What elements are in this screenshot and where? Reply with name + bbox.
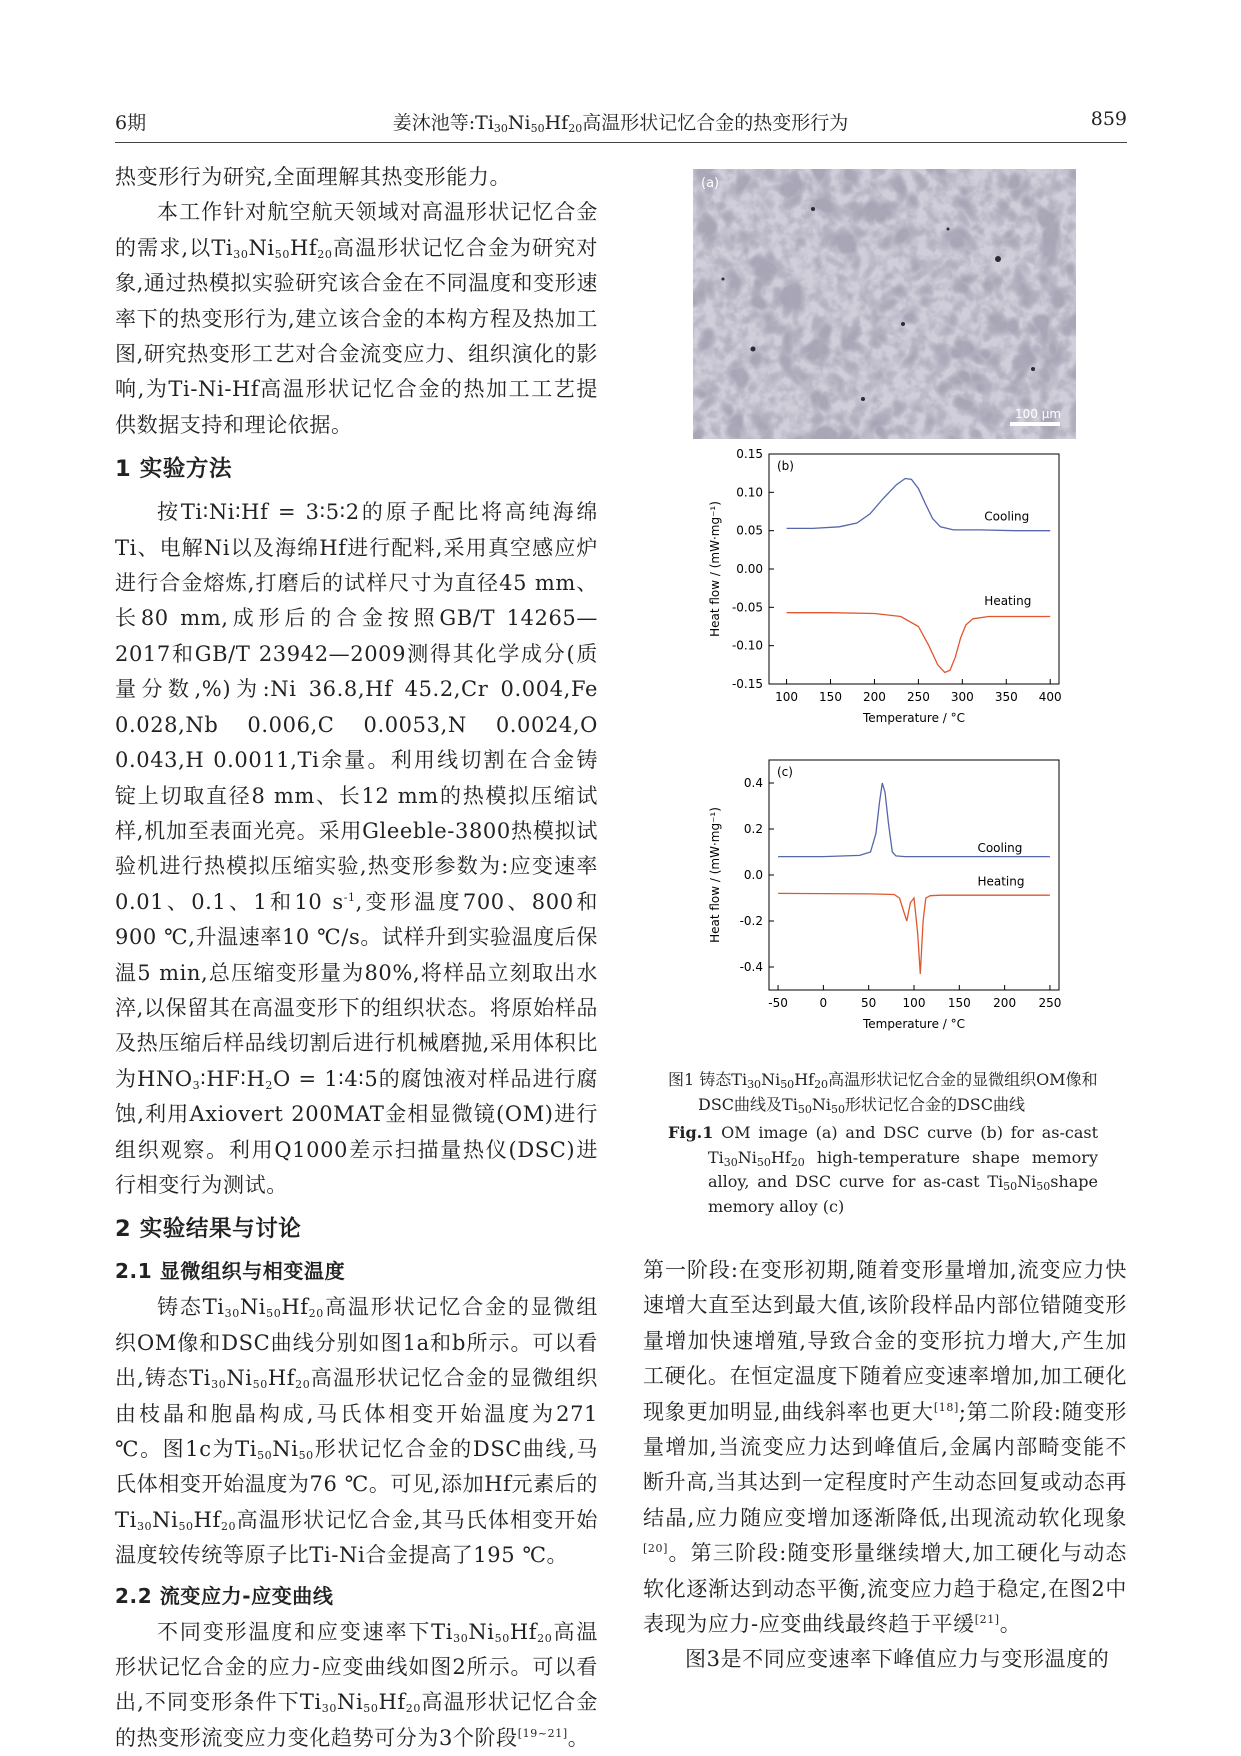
series-label-cooling: Cooling — [984, 509, 1030, 524]
header-rule — [115, 142, 1127, 143]
x-axis-label: Temperature / °C — [862, 711, 966, 725]
running-title: 姜沐池等$:Ti_{30}Ni_{50}Hf_{20}$高温形状记忆合金的热变形行为 — [392, 112, 849, 135]
x-tick-label: 250 — [1038, 996, 1062, 1010]
page-number: 859 — [1090, 108, 1127, 130]
x-tick-label: 350 — [994, 690, 1018, 704]
x-tick-label: 400 — [1038, 690, 1062, 704]
paragraph: 本工作针对航空航天领域对高温形状记忆合金的需求,以$Ti_{30}Ni_{50}Hf_{20}$高温形状记忆合金为研究对象,通过热模拟实验研究该合金在不同温度和变形速率下的热变形行为,建立该合金的本构方程及热加工图,研究热变形工艺对合金流变应力、组织演化的影响,为Ti-Ni-Hf高温形状记忆合金的热加工工艺提供数据支持和理论依据。 — [115, 200, 598, 437]
section-heading: 2 实验结果与讨论 — [115, 1216, 302, 1243]
series-line-heating — [787, 613, 1051, 673]
subsection-heading: 2.2 流变应力-应变曲线 — [115, 1583, 334, 1608]
panel-label: (c) — [777, 765, 793, 779]
om-micrograph — [693, 169, 1076, 439]
section-heading: 1 实验方法 — [115, 456, 233, 483]
x-tick-label: 150 — [947, 996, 971, 1010]
figure-caption — [668, 1068, 1098, 1219]
y-tick-label: -0.4 — [739, 960, 763, 974]
y-axis-label: Heat flow / (mW·mg⁻¹) — [708, 501, 722, 637]
x-tick-label: 250 — [906, 690, 930, 704]
series-label-cooling: Cooling — [977, 841, 1023, 855]
paragraph: 图3是不同应变速率下峰值应力与变形温度的 — [685, 1647, 1110, 1672]
x-tick-label: -50 — [768, 996, 788, 1010]
y-axis-label: Heat flow / (mW·mg⁻¹) — [708, 807, 722, 943]
right-column — [643, 1253, 1127, 1678]
scale-bar — [1010, 422, 1060, 426]
left-column — [115, 160, 598, 1756]
y-tick-label: 0.15 — [736, 447, 763, 461]
y-tick-label: 0.0 — [743, 868, 763, 882]
y-tick-label: -0.2 — [739, 914, 763, 928]
panel-label: (b) — [777, 459, 794, 473]
x-tick-label: 150 — [819, 690, 842, 704]
dsc-chart-b — [685, 446, 1075, 746]
x-tick-label: 300 — [950, 690, 974, 704]
y-tick-label: -0.15 — [731, 677, 763, 691]
dsc-chart-c — [685, 752, 1075, 1052]
series-label-heating: Heating — [977, 874, 1025, 889]
subsection-heading: 2.1 显微组织与相变温度 — [115, 1259, 346, 1284]
paragraph: 按Ti∶Ni∶Hf = 3∶5∶2的原子配比将高纯海绵Ti、电解Ni以及海绵Hf进行配料,采用真空感应炉进行合金熔炼,打磨后的试样尺寸为直径45 mm、长80 mm,成形后的合金按照GB/T 14265—2017和GB/T 23942—2009测得其化学成分(质量分数,%)为:Ni 36.8,Hf 45.2,Cr 0.004,Fe 0.028,Nb 0.006,C 0.0053,N 0.0024,O 0.043,H 0.0011,Ti余量。利用线切割在合金铸锭上切取直径8 mm、长12 mm的热模拟压缩试样,机加至表面光亮。采用Gleeble-3800热模拟试验机进行热模拟压缩实验,热变形参数为:应变速率0.01、0.1、1和10 $s^{-1}$,变形温度700、800和900 ℃,升温速率10 ℃/s。试样升到实验温度后保温5 min,总压缩变形量为80%,将样品立刻取出水淬,以保留其在高温变形下的组织状态。将原始样品及热压缩后样品线切割后进行机械磨抛,采用体积比为$HNO_3∶HF∶H_2O$ = 1∶4∶5的腐蚀液对样品进行腐蚀,利用Axiovert 200MAT金相显微镜(OM)进行组织观察。利用Q1000差示扫描量热仪(DSC)进行相变行为测试。 — [115, 500, 598, 1197]
y-tick-label: 0.2 — [743, 822, 763, 836]
y-tick-label: -0.10 — [731, 638, 763, 653]
series-line-heating — [778, 893, 1050, 974]
paragraph: 第一阶段:在变形初期,随着变形量增加,流变应力快速增大直至达到最大值,该阶段样品内部位错随变形量增加快速增殖,导致合金的变形抗力增大,产生加工硬化。在恒定温度下随着应变速率增加,加工硬化现象更加明显,曲线斜率也更大[18];第二阶段:随变形量增加,当流变应力达到峰值后,金属内部畸变能不断升高,当其达到一定程度时产生动态回复或动态再结晶,应力随应变增加逐渐降低,出现流动软化现象[20]。第三阶段:随变形量继续增大,加工硬化与动态软化逐渐达到动态平衡,流变应力趋于稳定,在图2中表现为应力-应变曲线最终趋于平缓[21]。 — [643, 1258, 1127, 1637]
y-tick-label: -0.05 — [731, 600, 763, 615]
y-tick-label: 0.10 — [736, 485, 763, 500]
panel-label-a: (a) — [701, 176, 720, 191]
series-label-heating: Heating — [984, 594, 1032, 609]
x-tick-label: 0 — [819, 996, 828, 1010]
paragraph: 铸态$Ti_{30}Ni_{50}Hf_{20}$高温形状记忆合金的显微组织OM像和DSC曲线分别如图1a和b所示。可以看出,铸态$Ti_{30}Ni_{50}Hf_{20}$高温形状记忆合金的显微组织由枝晶和胞晶构成,马氏体相变开始温度为271 ℃。图1c为$Ti_{50}Ni_{50}$形状记忆合金的DSC曲线,马氏体相变开始温度为76 ℃。可见,添加Hf元素后的$Ti_{30}Ni_{50}Hf_{20}$高温形状记忆合金,其马氏体相变开始温度较传统等原子比Ti-Ni合金提高了195 ℃。 — [115, 1295, 599, 1568]
x-axis-label: Temperature / °C — [862, 1017, 966, 1031]
x-tick-label: 100 — [902, 996, 926, 1010]
x-tick-label: 100 — [775, 690, 799, 704]
y-tick-label: 0.05 — [736, 523, 763, 538]
x-tick-label: 200 — [993, 996, 1017, 1010]
x-tick-label: 50 — [861, 996, 877, 1010]
plot-frame — [769, 454, 1059, 684]
issue-number: 6期 — [115, 112, 147, 134]
paragraph: 热变形行为研究,全面理解其热变形能力。 — [115, 165, 512, 189]
scale-bar-label: 100 μm — [1015, 407, 1062, 421]
paragraph: 不同变形温度和应变速率下$Ti_{30}Ni_{50}Hf_{20}$高温形状记忆合金的应力-应变曲线如图2所示。可以看出,不同变形条件下$Ti_{30}Ni_{50}Hf_{20}$高温形状记忆合金的热变形流变应力变化趋势可分为3个阶段[19~21]。 — [115, 1619, 599, 1750]
y-tick-label: 0.4 — [743, 776, 763, 790]
caption-chinese: 图1 铸态$Ti_{30}Ni_{50}Hf_{20}$高温形状记忆合金的显微组织OM像和DSC曲线及$Ti_{50}Ni_{50}$形状记忆合金的DSC曲线 — [668, 1070, 1098, 1116]
x-tick-label: 200 — [863, 690, 886, 704]
y-tick-label: 0.00 — [736, 562, 763, 576]
caption-english: Fig.1 OM image (a) and DSC curve (b) for as-cast $Ti_{30}Ni_{50}Hf_{20}$ high-temperature shape memory alloy, and DSC curve for as-cast $Ti_{50}Ni_{50}shape$ memory alloy (c) — [668, 1123, 1098, 1216]
